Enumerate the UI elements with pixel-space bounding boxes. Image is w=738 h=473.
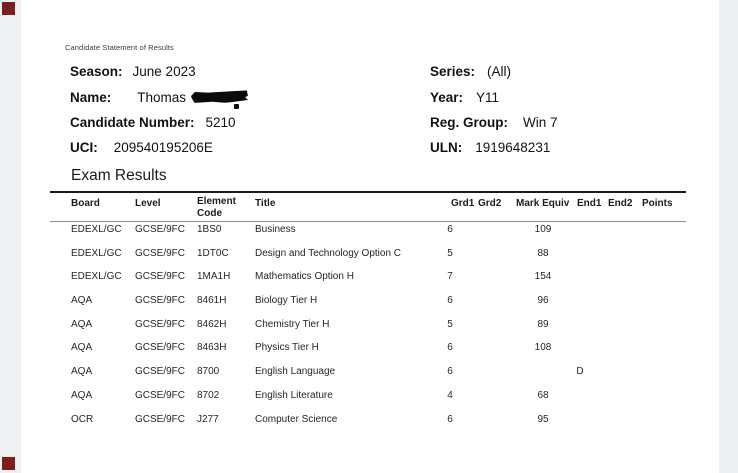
table-row — [50, 388, 686, 412]
field-uci-label: UCI: — [70, 140, 98, 155]
cell-title: Computer Science — [255, 413, 338, 425]
cell-board: OCR — [71, 413, 94, 425]
cell-element-code: 8461H — [197, 295, 227, 307]
field-reg-group — [430, 115, 558, 130]
cell-element-code: 1MA1H — [197, 271, 231, 283]
table-body — [50, 222, 686, 435]
cell-title: Biology Tier H — [255, 295, 318, 307]
header-board: Board — [71, 198, 100, 209]
field-uci-value: 209540195206E — [113, 140, 213, 155]
field-uln-label: ULN: — [430, 140, 463, 155]
cell-grd1: 6 — [447, 295, 453, 307]
header-end2: End2 — [608, 198, 633, 209]
field-series-label: Series: — [430, 64, 476, 79]
table-row — [50, 222, 686, 246]
cell-end1: D — [576, 366, 584, 378]
cell-level: GCSE/9FC — [135, 389, 186, 401]
cell-level: GCSE/9FC — [135, 413, 186, 425]
field-season-label: Season: — [70, 64, 123, 79]
page-margin-left — [0, 0, 21, 473]
cell-element-code: 8463H — [197, 342, 227, 354]
header-mark-equiv: Mark Equiv — [516, 198, 570, 209]
cell-board: AQA — [71, 342, 93, 354]
cell-mark-equiv: 68 — [537, 389, 549, 401]
cell-mark-equiv: 108 — [534, 342, 552, 354]
red-corner-mark-top — [2, 2, 15, 15]
field-name-label: Name: — [70, 90, 112, 105]
field-series — [430, 64, 511, 79]
field-season-value: June 2023 — [132, 64, 196, 79]
cell-level: GCSE/9FC — [135, 342, 186, 354]
field-candidate-number — [70, 115, 236, 130]
cell-mark-equiv: 96 — [537, 295, 549, 307]
table-row — [50, 317, 686, 341]
header-title: Title — [255, 198, 276, 209]
field-year — [430, 90, 499, 105]
header-grd2: Grd2 — [478, 198, 502, 209]
table-row — [50, 246, 686, 270]
cell-element-code: 1DT0C — [197, 247, 229, 259]
cell-mark-equiv: 88 — [537, 247, 549, 259]
cell-title: English Literature — [255, 389, 333, 401]
cell-grd1: 5 — [447, 247, 453, 259]
cell-title: Design and Technology Option C — [255, 247, 402, 259]
field-series-value: (All) — [487, 64, 512, 79]
field-reg-group-label: Reg. Group: — [430, 115, 508, 130]
cell-grd1: 7 — [447, 271, 453, 283]
field-uln-value: 1919648231 — [475, 140, 551, 155]
field-candidate-number-value: 5210 — [205, 115, 236, 130]
header-end1: End1 — [577, 198, 602, 209]
table-row — [50, 340, 686, 364]
cell-element-code: 8700 — [197, 366, 220, 378]
cell-level: GCSE/9FC — [135, 366, 186, 378]
cell-title: English Language — [255, 366, 336, 378]
cell-grd1: 4 — [447, 389, 453, 401]
cell-level: GCSE/9FC — [135, 247, 186, 259]
cell-mark-equiv: 109 — [534, 224, 552, 235]
cell-board: AQA — [71, 295, 93, 307]
red-corner-mark-bottom — [2, 457, 15, 470]
table-header-row — [50, 191, 686, 222]
name-redaction-tick — [234, 104, 239, 109]
field-uln — [430, 140, 550, 155]
name-redaction-mark — [191, 90, 248, 103]
table-row — [50, 269, 686, 293]
cell-element-code: 8702 — [197, 389, 220, 401]
cell-title: Physics Tier H — [255, 342, 319, 354]
cell-title: Chemistry Tier H — [255, 318, 330, 330]
cell-board: EDEXL/GC — [71, 271, 122, 283]
table-row — [50, 364, 686, 388]
field-name — [70, 90, 239, 109]
cell-mark-equiv: 89 — [537, 318, 549, 330]
field-uci — [70, 140, 213, 155]
field-name-value: Thomas — [137, 90, 187, 105]
cell-grd1: 6 — [447, 413, 453, 425]
header-element-code: Element Code — [197, 196, 236, 219]
cell-mark-equiv: 154 — [534, 271, 552, 283]
header-points: Points — [642, 198, 673, 209]
field-year-value: Y11 — [476, 90, 500, 105]
cell-level: GCSE/9FC — [135, 224, 186, 235]
cell-element-code: 1BS0 — [197, 224, 222, 235]
exam-results-heading: Exam Results — [71, 167, 167, 184]
cell-title: Mathematics Option H — [255, 271, 354, 283]
cell-grd1: 6 — [447, 224, 453, 235]
cell-board: AQA — [71, 389, 93, 401]
cell-level: GCSE/9FC — [135, 271, 186, 283]
cell-board: EDEXL/GC — [71, 247, 122, 259]
header-grd1: Grd1 — [451, 198, 475, 209]
field-year-label: Year: — [430, 90, 464, 105]
field-reg-group-value: Win 7 — [523, 115, 558, 130]
table-row — [50, 412, 686, 436]
field-season — [70, 64, 196, 79]
document-subtitle: Candidate Statement of Results — [65, 43, 174, 52]
header-level: Level — [135, 198, 161, 209]
cell-grd1: 6 — [447, 342, 453, 354]
exam-results-table — [50, 191, 686, 435]
cell-board: AQA — [71, 318, 93, 330]
cell-level: GCSE/9FC — [135, 295, 186, 307]
table-row — [50, 293, 686, 317]
page-margin-right — [719, 0, 738, 473]
cell-title: Business — [255, 224, 296, 235]
cell-element-code: 8462H — [197, 318, 227, 330]
cell-board: AQA — [71, 366, 93, 378]
field-candidate-number-label: Candidate Number: — [70, 115, 195, 130]
cell-grd1: 5 — [447, 318, 453, 330]
cell-grd1: 6 — [447, 366, 453, 378]
cell-level: GCSE/9FC — [135, 318, 186, 330]
cell-element-code: J277 — [197, 413, 219, 425]
cell-board: EDEXL/GC — [71, 224, 122, 235]
cell-mark-equiv: 95 — [537, 413, 549, 425]
